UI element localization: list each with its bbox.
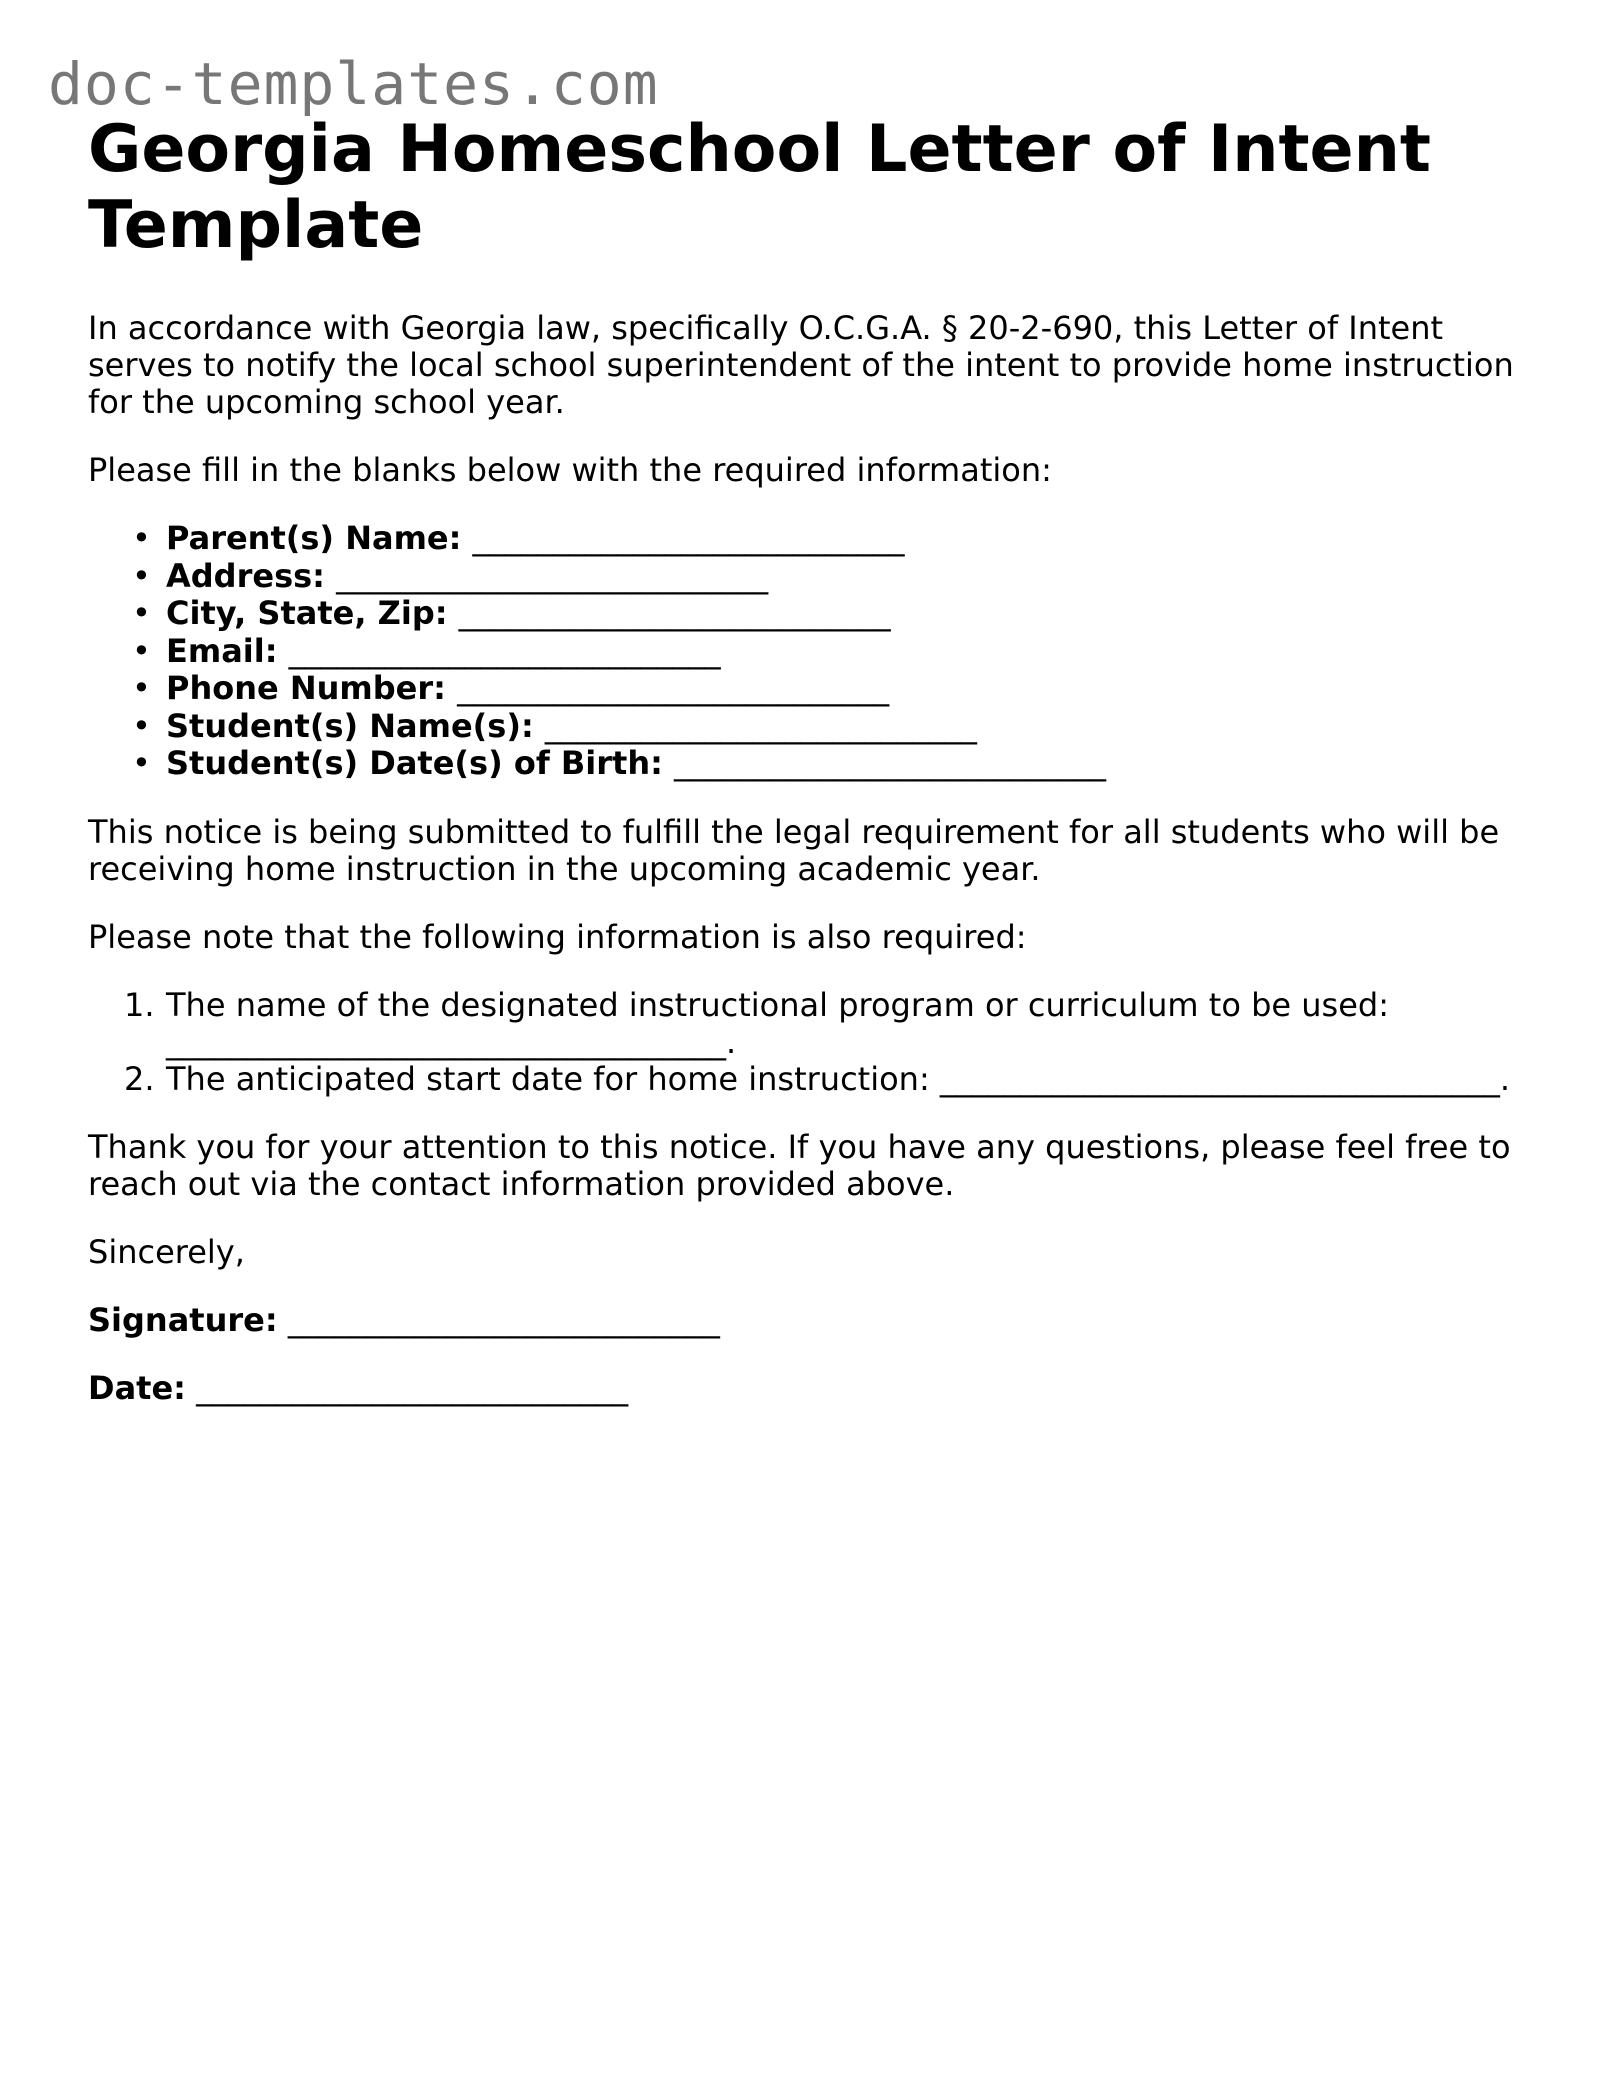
requirement-curriculum <box>124 985 1528 1061</box>
field-email <box>132 631 1528 671</box>
bullet-icon: • <box>132 744 151 782</box>
bullet-icon: • <box>132 669 151 707</box>
field-student-names <box>132 706 1528 746</box>
date-label: Date: <box>88 1368 186 1407</box>
field-student-dob <box>132 744 1528 783</box>
requirement-text[interactable]: The name of the designated instructional program or curriculum to be used: ___________________________________. <box>166 985 1389 1061</box>
date-blank[interactable]: ___________________________ <box>196 1368 629 1407</box>
field-parent-name <box>132 519 1528 558</box>
field-label: Address: <box>166 556 325 595</box>
bullet-icon: • <box>132 556 151 595</box>
signature-blank[interactable]: ___________________________ <box>287 1300 720 1339</box>
requirement-start-date <box>124 1059 1528 1098</box>
field-blank[interactable]: ___________________________ <box>674 744 1107 782</box>
document-title: Georgia Homeschool Letter of Intent Template <box>88 112 1431 263</box>
notice-paragraph: This notice is being submitted to fulfill the legal requirement for all students who will be receiving home instruction in the upcoming academic year. <box>88 812 1500 888</box>
field-city-state-zip <box>132 594 1528 633</box>
field-address <box>132 556 1528 596</box>
note-intro: Please note that the following information is also required: <box>88 917 1027 956</box>
date-line <box>88 1370 1528 1407</box>
field-label: Student(s) Date(s) of Birth: <box>166 744 663 782</box>
signature-line <box>88 1302 1528 1339</box>
document-body <box>88 112 1528 1407</box>
field-blank[interactable]: ___________________________ <box>457 669 890 707</box>
field-list <box>88 520 1528 783</box>
closing: Sincerely, <box>88 1232 245 1271</box>
intro-paragraph: In accordance with Georgia law, specifically O.C.G.A. § 20-2-690, this Letter of Intent serves to notify the local school superintendent of the intent to provide home instruction for the upcoming school year. <box>88 309 1514 421</box>
list-number: 2. <box>124 1059 155 1098</box>
field-blank[interactable]: ___________________________ <box>288 631 721 670</box>
requirements-list <box>88 987 1528 1098</box>
field-label: Phone Number: <box>166 669 446 707</box>
bullet-icon: • <box>132 594 151 632</box>
field-label: Email: <box>166 631 278 670</box>
thanks-paragraph: Thank you for your attention to this notice. If you have any questions, please feel free to reach out via the contact information provided above. <box>88 1127 1511 1203</box>
field-blank[interactable]: ___________________________ <box>544 706 977 745</box>
list-number: 1. <box>124 985 155 1024</box>
field-blank[interactable]: ___________________________ <box>458 594 891 632</box>
field-phone-number <box>132 669 1528 708</box>
fill-instruction: Please fill in the blanks below with the required information: <box>88 451 1052 489</box>
signature-label: Signature: <box>88 1300 278 1339</box>
requirement-text[interactable]: The anticipated start date for home instruction: ___________________________________. <box>166 1059 1511 1098</box>
field-label: Parent(s) Name: <box>166 519 462 557</box>
watermark-logo: doc-templates.com <box>48 50 659 118</box>
field-blank[interactable]: ___________________________ <box>336 556 769 595</box>
bullet-icon: • <box>132 706 151 745</box>
field-blank[interactable]: ___________________________ <box>472 519 905 557</box>
field-label: Student(s) Name(s): <box>166 706 534 745</box>
bullet-icon: • <box>132 631 151 670</box>
field-label: City, State, Zip: <box>166 594 448 632</box>
bullet-icon: • <box>132 519 151 557</box>
